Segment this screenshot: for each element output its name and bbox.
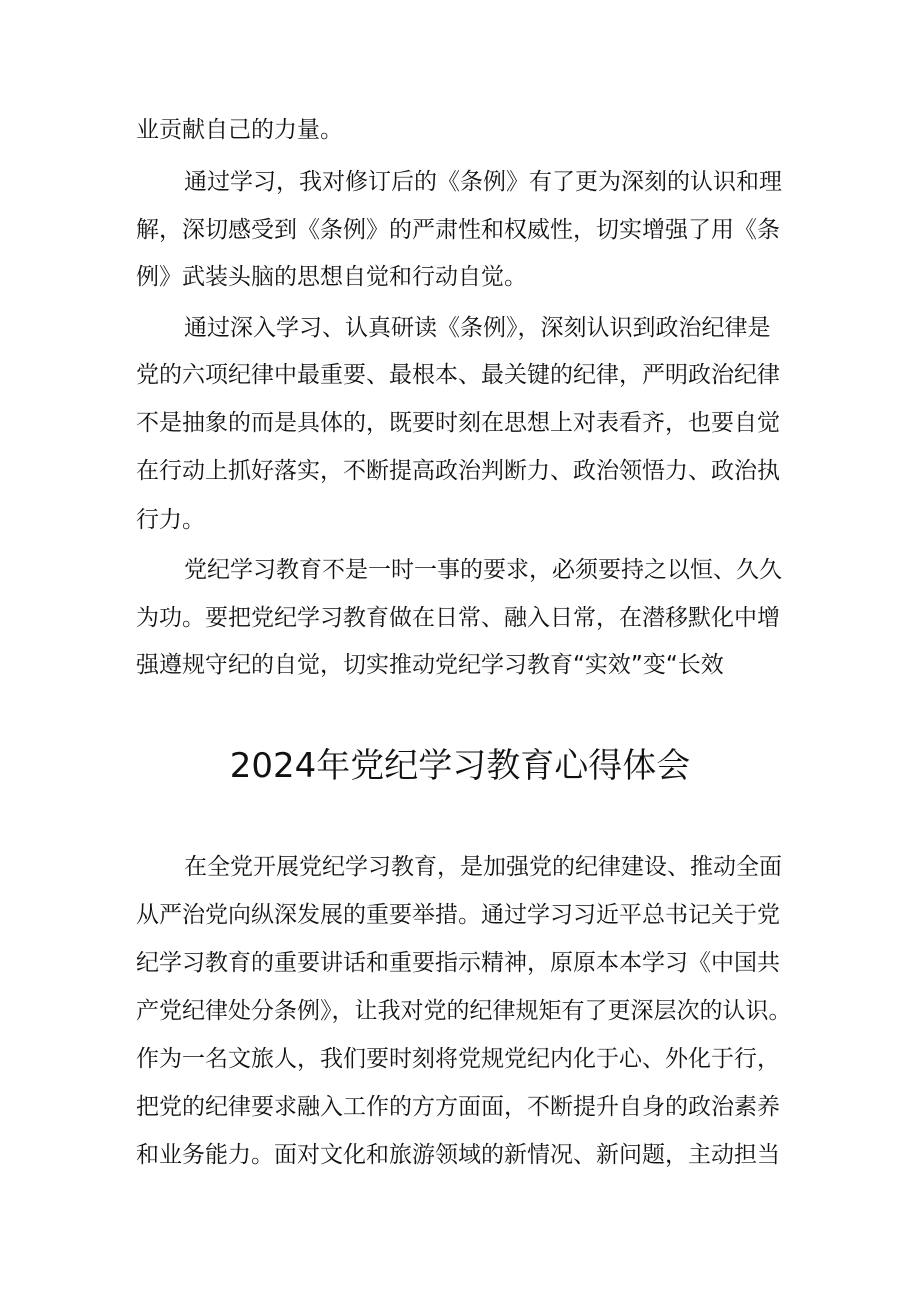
paragraph-line: 为功。要把党纪学习教育做在日常、融入日常，在潜移默化中增 xyxy=(136,605,780,631)
paragraph-line: 从严治党向纵深发展的重要举措。通过学习习近平总书记关于党 xyxy=(136,902,780,928)
paragraph-line: 在全党开展党纪学习教育，是加强党的纪律建设、推动全面 xyxy=(184,854,782,880)
paragraph-line: 在行动上抓好落实，不断提高政治判断力、政治领悟力、政治执 xyxy=(136,458,780,484)
paragraph-line: 不是抽象的而是具体的，既要时刻在思想上对表看齐，也要自觉 xyxy=(136,410,780,436)
paragraph-line: 例》武装头脑的思想自觉和行动自觉。 xyxy=(136,264,527,290)
paragraph-line: 作为一名文旅人，我们要时刻将党规党纪内化于心、外化于行， xyxy=(136,1046,780,1072)
paragraph-line: 党的六项纪律中最重要、最根本、最关键的纪律，严明政治纪律 xyxy=(136,362,780,388)
paragraph-line: 和业务能力。面对文化和旅游领域的新情况、新问题，主动担当 xyxy=(136,1142,780,1168)
paragraph-line: 强遵规守纪的自觉，切实推动党纪学习教育“实效”变“长效 xyxy=(136,652,724,678)
paragraph-line: 纪学习教育的重要讲话和重要指示精神，原原本本学习《中国共 xyxy=(136,950,780,976)
document-title: 2024年党纪学习教育心得体会 xyxy=(229,746,691,786)
paragraph-line: 党纪学习教育不是一时一事的要求，必须要持之以恒、久久 xyxy=(184,557,782,583)
paragraph-line: 行力。 xyxy=(136,507,205,533)
paragraph-line: 产党纪律处分条例》，让我对党的纪律规矩有了更深层次的认识。 xyxy=(136,998,792,1024)
paragraph-line: 通过学习，我对修订后的《条例》有了更为深刻的认识和理 xyxy=(184,169,782,195)
paragraph-line: 业贡献自己的力量。 xyxy=(136,117,343,143)
paragraph-line: 通过深入学习、认真研读《条例》，深刻认识到政治纪律是 xyxy=(184,315,771,341)
paragraph-line: 解，深切感受到《条例》的严肃性和权威性，切实增强了用《条 xyxy=(136,217,780,243)
paragraph-line: 把党的纪律要求融入工作的方方面面，不断提升自身的政治素养 xyxy=(136,1094,780,1120)
